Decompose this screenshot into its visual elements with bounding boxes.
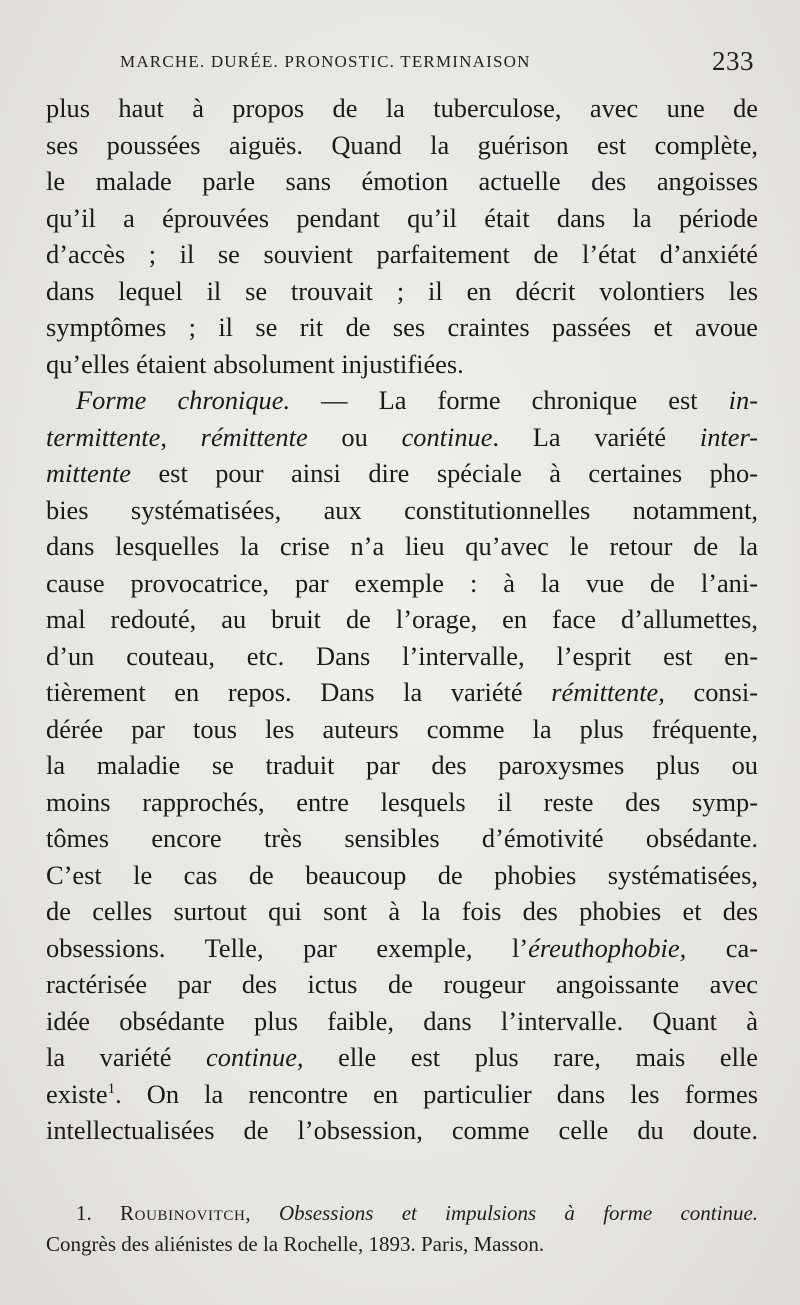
text-segment: consi- xyxy=(664,677,758,707)
text-line xyxy=(46,820,758,857)
italic-text: continue, xyxy=(206,1042,304,1072)
text-line xyxy=(46,127,758,164)
text-line xyxy=(46,492,758,529)
footnote-line-1: 1. Roubinovitch, Obsessions et impulsions à forme continue. xyxy=(76,1201,759,1225)
text-segment: la maladie se traduit par des paroxysmes plus ou xyxy=(46,750,758,780)
text-segment: qu’elles étaient absolument injustifiées. xyxy=(46,348,464,379)
text-segment: ractérisée par des ictus de rougeur angoissante avec xyxy=(46,969,758,999)
body-text xyxy=(46,90,758,1149)
text-segment: plus haut à propos de la tuberculose, avec une de xyxy=(46,93,758,123)
text-line xyxy=(46,90,758,127)
text-segment: le malade parle sans émotion actuelle des angoisses xyxy=(46,166,758,196)
text-segment: C’est le cas de beaucoup de phobies systématisées, xyxy=(46,859,758,890)
text-segment: d’un couteau, etc. Dans l’intervalle, l’esprit est en- xyxy=(46,640,758,671)
text-segment: qu’il a éprouvées pendant qu’il était dans la période xyxy=(46,202,758,233)
text-line xyxy=(46,747,758,784)
text-line xyxy=(46,1039,758,1076)
text-segment: ses poussées aiguës. Quand la guérison est complète, xyxy=(46,129,758,160)
text-segment: elle est plus rare, mais elle xyxy=(303,1042,759,1072)
text-line xyxy=(46,1003,758,1040)
footnote-line-2: Congrès des aliénistes de la Rochelle, 1893. Paris, Masson. xyxy=(46,1232,545,1256)
text-segment: dans lesquelles la crise n’a lieu qu’avec le retour de la xyxy=(46,531,758,561)
text-line xyxy=(46,419,758,456)
text-line xyxy=(46,966,758,1003)
text-segment: mal redouté, au bruit de l’orage, en face d’allumettes, xyxy=(46,604,758,634)
text-segment: symptômes ; il se rit de ses craintes passées et avoue xyxy=(46,312,758,342)
text-segment: est pour ainsi dire spéciale à certaines pho- xyxy=(131,458,758,488)
footnote-number: 1. xyxy=(76,1201,92,1225)
text-segment: dans lequel il se trouvait ; il en décrit volontiers les xyxy=(46,275,758,306)
text-line xyxy=(46,528,758,565)
text-segment: la variété xyxy=(46,1042,207,1072)
text-line xyxy=(46,163,758,200)
text-line xyxy=(46,711,758,748)
text-line xyxy=(46,1112,758,1149)
text-line xyxy=(46,674,758,711)
text-line xyxy=(46,236,758,273)
text-segment: tômes encore très sensibles d’émotivité obsédante. xyxy=(46,823,758,853)
text-line xyxy=(46,784,758,821)
italic-text: inter- xyxy=(699,421,759,452)
text-segment: obsessions. Telle, par exemple, l’ xyxy=(46,932,529,963)
running-head xyxy=(120,46,760,80)
text-line xyxy=(46,601,758,638)
text-line xyxy=(46,638,758,675)
text-segment: ou xyxy=(307,421,402,452)
text-line xyxy=(46,857,758,894)
text-line xyxy=(46,893,758,930)
italic-text: termittente, rémittente xyxy=(46,421,308,452)
running-title: MARCHE. DURÉE. PRONOSTIC. TERMINAISON xyxy=(120,52,531,71)
text-line xyxy=(46,273,758,310)
footnote-title: Obsessions et impulsions à forme continue. xyxy=(278,1201,759,1225)
text-segment: intellectualisées de l’obsession, comme celle du doute. xyxy=(46,1115,758,1145)
text-segment: de celles surtout qui sont à la fois des phobies et des xyxy=(46,896,758,926)
text-line xyxy=(46,930,758,967)
text-line xyxy=(46,1076,758,1113)
text-segment: . On la rencontre en particulier dans les formes xyxy=(115,1078,758,1109)
footnote-author: Roubinovitch xyxy=(120,1201,246,1225)
text-line xyxy=(46,455,758,492)
text-line xyxy=(46,382,758,419)
text-segment: dérée par tous les auteurs comme la plus fréquente, xyxy=(46,713,758,744)
text-segment: cause provocatrice, par exemple : à la vue de l’ani- xyxy=(46,567,758,598)
text-segment: — La forme chronique est xyxy=(290,385,729,415)
text-segment: moins rapprochés, entre lesquels il reste des symp- xyxy=(46,786,758,817)
italic-text: éreuthophobie, xyxy=(528,932,687,963)
italic-text: mittente xyxy=(46,458,132,488)
text-segment: existe xyxy=(46,1078,108,1109)
text-segment: tièrement en repos. Dans la variété xyxy=(46,677,552,707)
text-segment: idée obsédante plus faible, dans l’intervalle. Quant à xyxy=(46,1005,758,1036)
text-segment: d’accès ; il se souvient parfaitement de l’état d’anxiété xyxy=(46,239,758,269)
text-segment: . La variété xyxy=(492,421,700,452)
italic-text: Forme chronique. xyxy=(76,385,291,415)
footnote xyxy=(46,1198,758,1260)
text-line xyxy=(46,200,758,237)
italic-text: rémittente, xyxy=(551,677,665,707)
page-number: 233 xyxy=(712,46,754,76)
italic-text: continue xyxy=(401,421,493,452)
text-segment: ca- xyxy=(686,932,758,963)
italic-text: in- xyxy=(728,385,758,415)
footnote-ref: 1 xyxy=(107,1080,116,1097)
text-line xyxy=(46,346,758,383)
text-segment: bies systématisées, aux constitutionnelles notamment, xyxy=(46,494,758,525)
text-line xyxy=(46,309,758,346)
text-line xyxy=(46,565,758,602)
